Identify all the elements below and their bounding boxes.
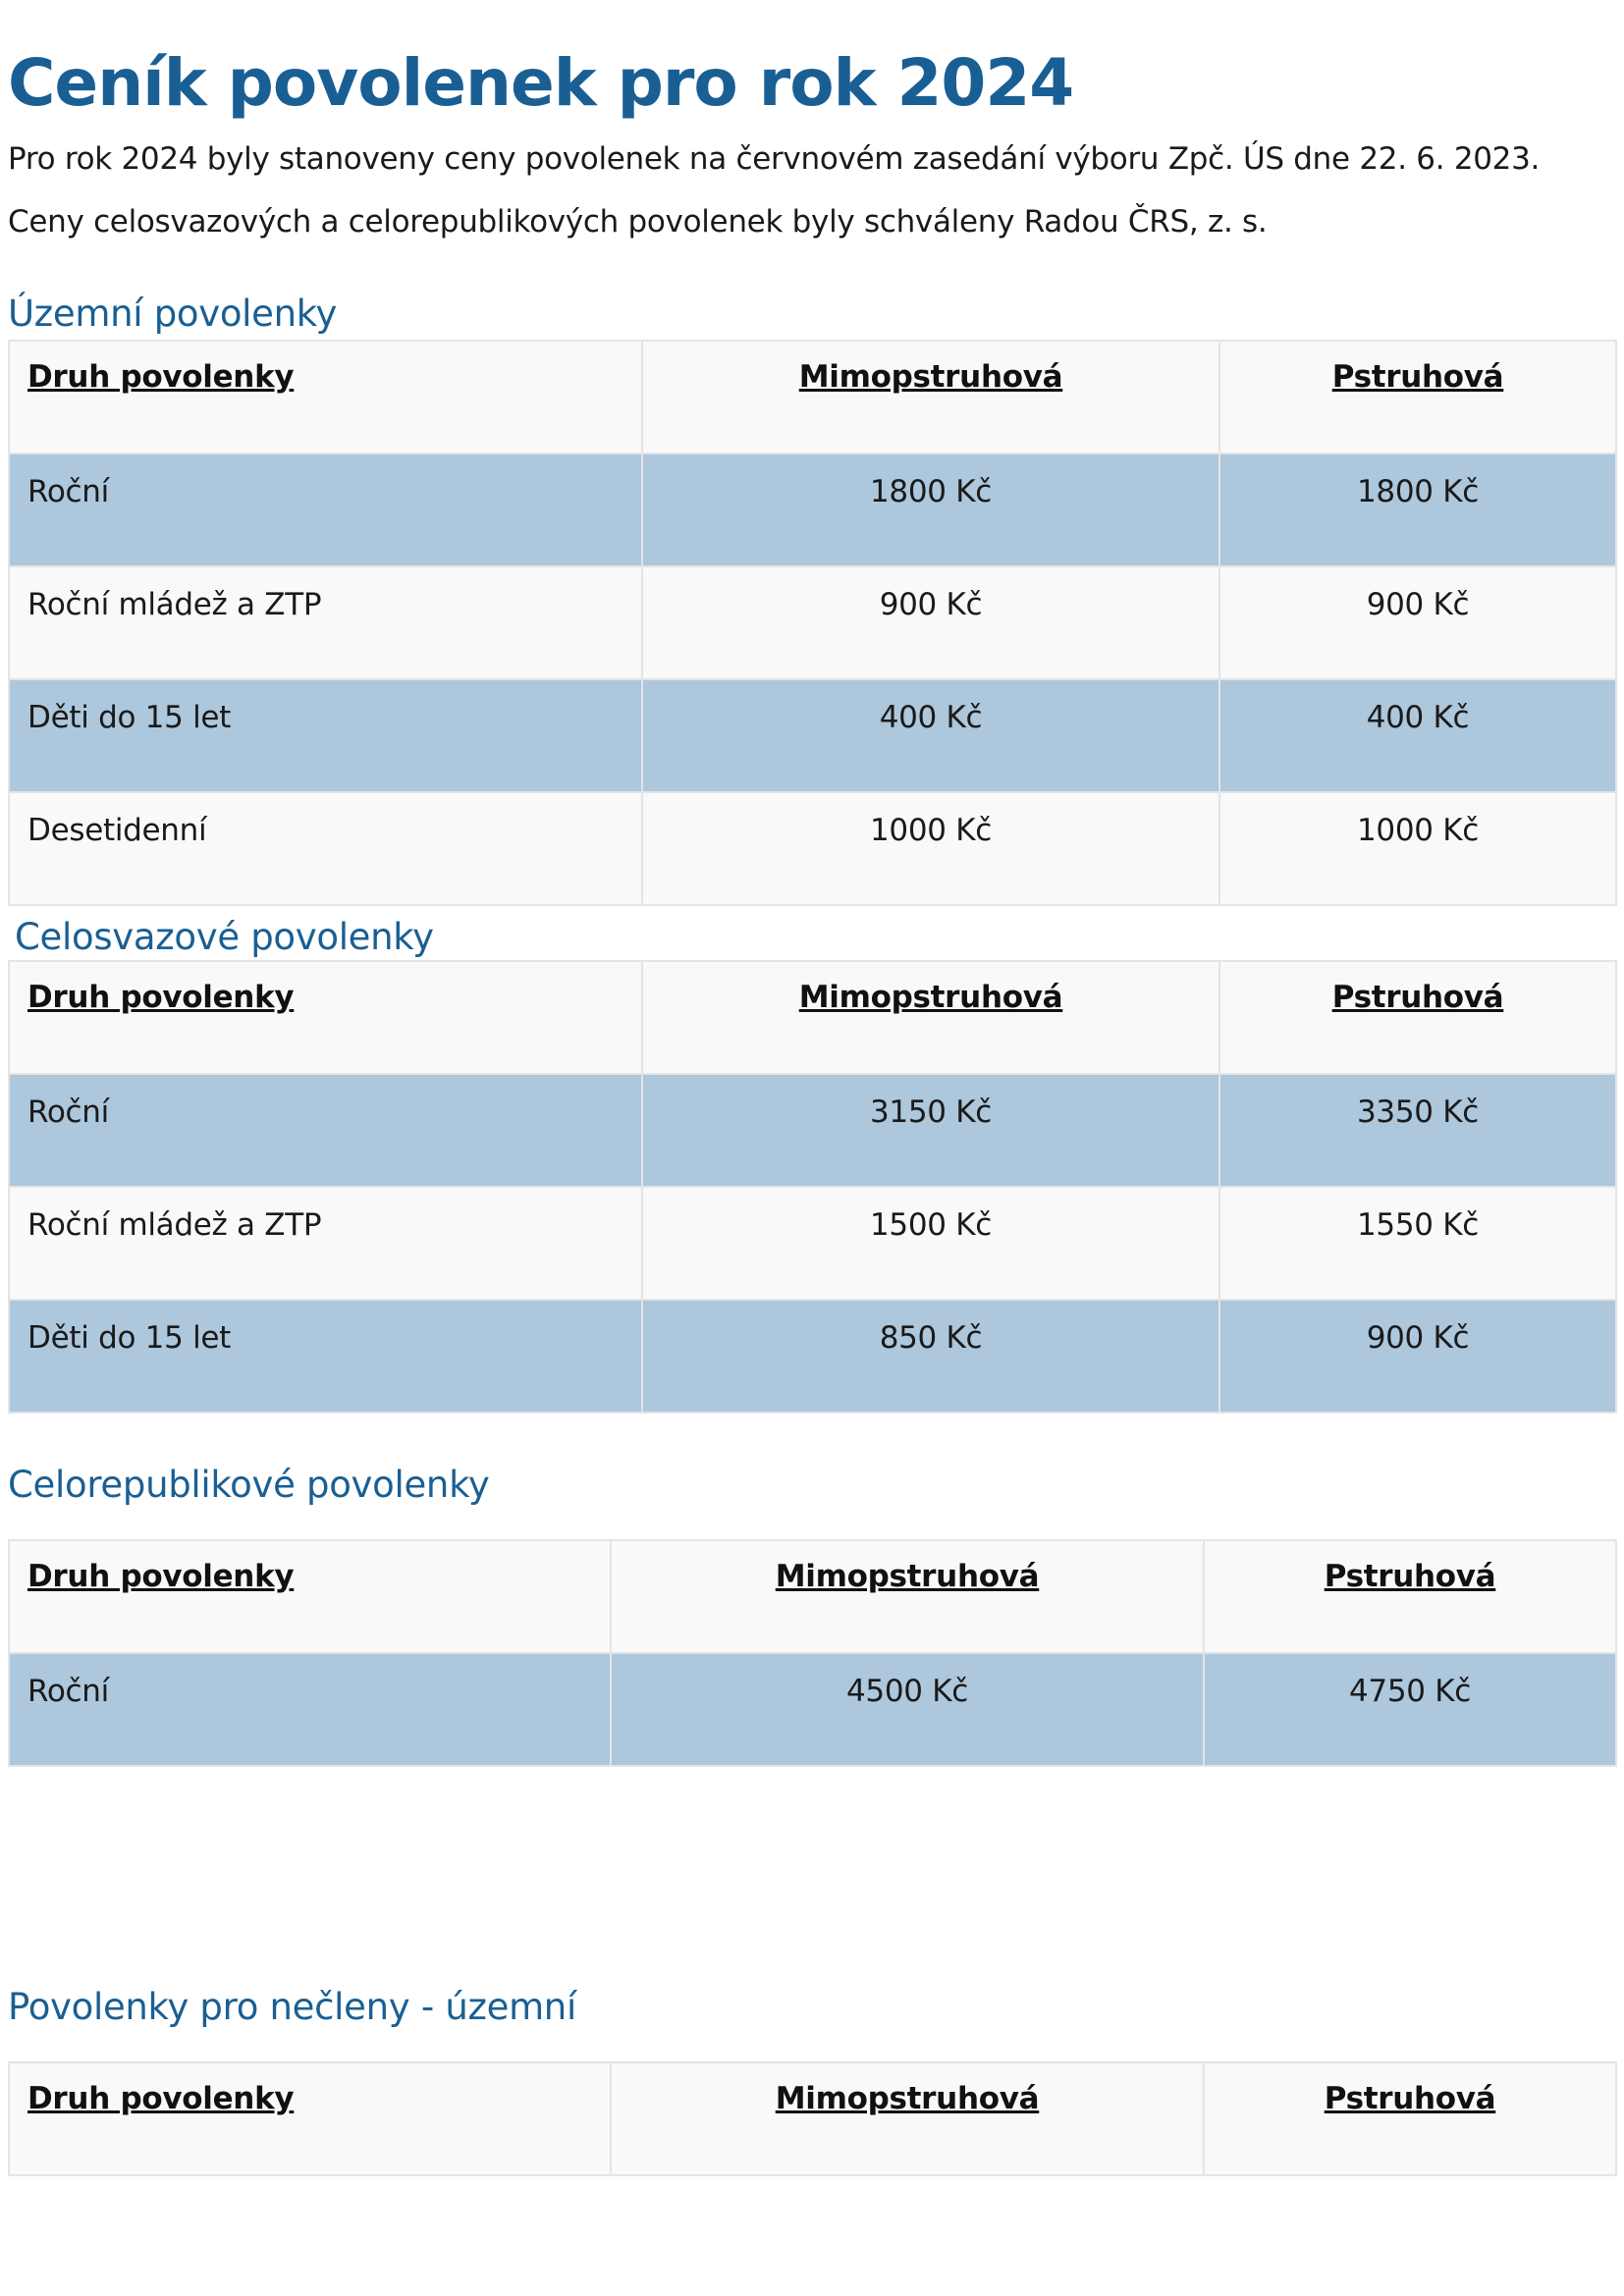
price-table-necleny-uzemni	[8, 2061, 1617, 2176]
price-table-celorepublikove	[8, 1539, 1617, 1767]
cell-type: Roční mládež a ZTP	[9, 566, 642, 679]
cell-type: Roční	[9, 454, 642, 566]
cell-type: Děti do 15 let	[9, 679, 642, 792]
header-trout: Pstruhová	[1204, 1540, 1616, 1653]
cell-non-trout-price: 3150 Kč	[642, 1074, 1219, 1187]
header-non-trout: Mimopstruhová	[642, 341, 1219, 454]
table-row	[9, 792, 1616, 905]
table-row	[9, 566, 1616, 679]
table-row	[9, 1300, 1616, 1413]
price-table-celosvazove	[8, 960, 1617, 1414]
cell-type: Roční	[9, 1653, 611, 1766]
cell-trout-price: 1800 Kč	[1219, 454, 1616, 566]
table-header-row	[9, 961, 1616, 1074]
cell-non-trout-price: 850 Kč	[642, 1300, 1219, 1413]
cell-non-trout-price: 400 Kč	[642, 679, 1219, 792]
header-type: Druh povolenky	[9, 341, 642, 454]
cell-type: Roční	[9, 1074, 642, 1187]
header-type: Druh povolenky	[9, 1540, 611, 1653]
cell-non-trout-price: 1800 Kč	[642, 454, 1219, 566]
section-heading-celosvazove: Celosvazové povolenky	[15, 916, 434, 958]
cell-non-trout-price: 1500 Kč	[642, 1187, 1219, 1300]
cell-type: Děti do 15 let	[9, 1300, 642, 1413]
intro-text-approval: Ceny celosvazových a celorepublikových povolenek byly schváleny Radou ČRS, z. s.	[8, 204, 1268, 240]
table-row	[9, 1074, 1616, 1187]
page-title: Ceník povolenek pro rok 2024	[8, 45, 1074, 121]
cell-non-trout-price: 4500 Kč	[611, 1653, 1204, 1766]
header-trout: Pstruhová	[1219, 341, 1616, 454]
cell-trout-price: 3350 Kč	[1219, 1074, 1616, 1187]
cell-trout-price: 1000 Kč	[1219, 792, 1616, 905]
cell-non-trout-price: 900 Kč	[642, 566, 1219, 679]
cell-trout-price: 1550 Kč	[1219, 1187, 1616, 1300]
header-type: Druh povolenky	[9, 961, 642, 1074]
section-heading-uzemni: Územní povolenky	[8, 293, 338, 335]
header-non-trout: Mimopstruhová	[611, 1540, 1204, 1653]
cell-trout-price: 900 Kč	[1219, 566, 1616, 679]
cell-trout-price: 400 Kč	[1219, 679, 1616, 792]
intro-text-prices-set: Pro rok 2024 byly stanoveny ceny povolenek na červnovém zasedání výboru Zpč. ÚS dne 22. 6. 2023.	[8, 141, 1541, 177]
table-row	[9, 1653, 1616, 1766]
cell-trout-price: 900 Kč	[1219, 1300, 1616, 1413]
section-heading-celorepublikove: Celorepublikové povolenky	[8, 1464, 490, 1506]
header-trout: Pstruhová	[1219, 961, 1616, 1074]
table-header-row	[9, 341, 1616, 454]
cell-non-trout-price: 1000 Kč	[642, 792, 1219, 905]
cell-trout-price: 4750 Kč	[1204, 1653, 1616, 1766]
table-row	[9, 454, 1616, 566]
header-type: Druh povolenky	[9, 2062, 611, 2175]
cell-type: Roční mládež a ZTP	[9, 1187, 642, 1300]
table-header-row	[9, 2062, 1616, 2175]
header-trout: Pstruhová	[1204, 2062, 1616, 2175]
header-non-trout: Mimopstruhová	[611, 2062, 1204, 2175]
section-heading-necleny-uzemni: Povolenky pro nečleny - územní	[8, 1986, 576, 2028]
table-row	[9, 1187, 1616, 1300]
table-header-row	[9, 1540, 1616, 1653]
price-table-uzemni	[8, 340, 1617, 906]
cell-type: Desetidenní	[9, 792, 642, 905]
table-row	[9, 679, 1616, 792]
header-non-trout: Mimopstruhová	[642, 961, 1219, 1074]
